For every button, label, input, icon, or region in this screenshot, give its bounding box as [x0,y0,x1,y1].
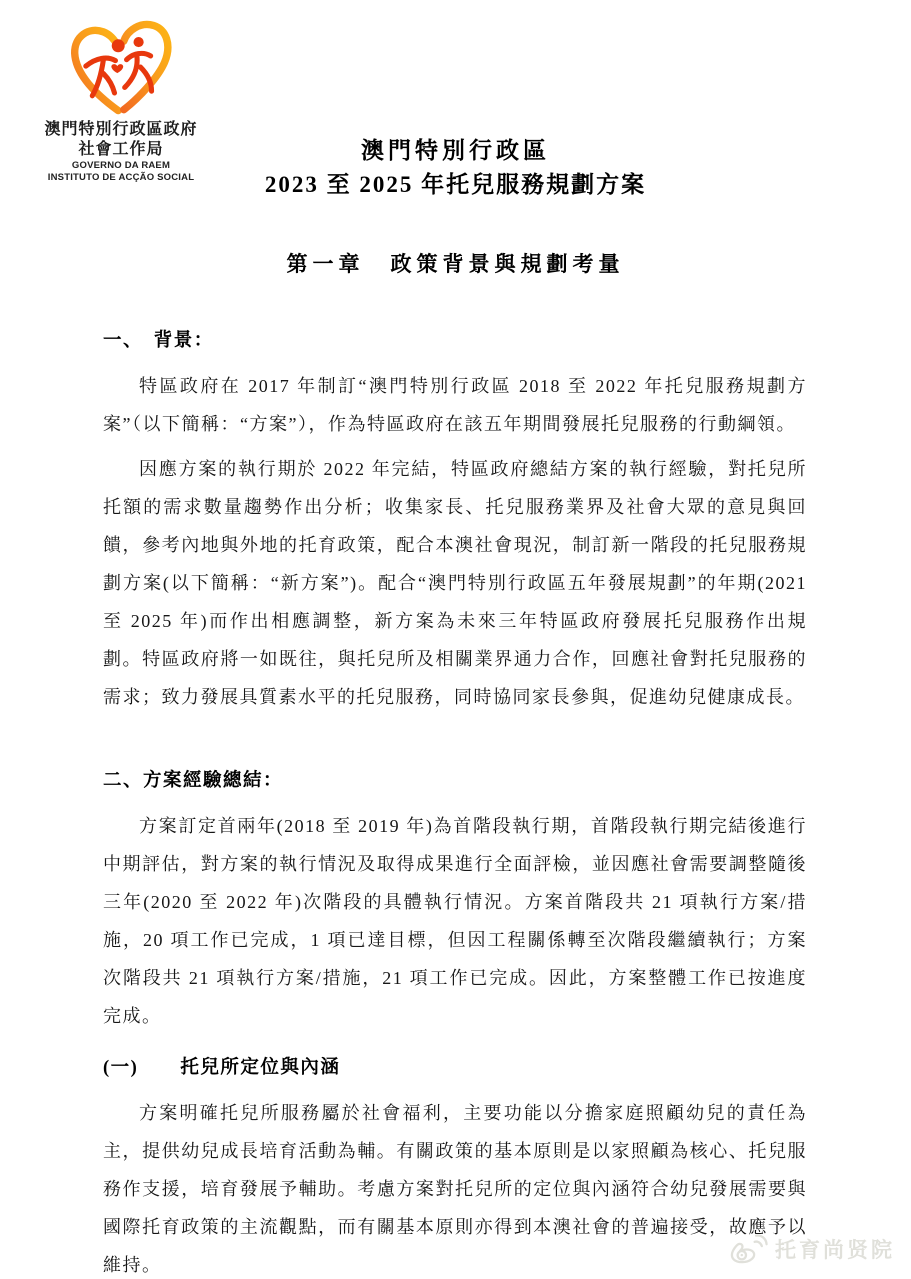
agency-name-zh-line1: 澳門特別行政區政府 [44,121,198,138]
subsection1-title: 托兒所定位與內涵 [180,1058,341,1078]
section2-paragraph-2: 方案明確托兒所服務屬於社會福利，主要功能以分擔家庭照顧幼兒的責任為主，提供幼兒成長培育活動為輔。有關政策的基本原則是以家照顧為核心、托兒服務作支援，培育發展予輔助。考慮方案對托兒所的定位與內涵符合幼兒發展需要與國際托育政策的主流觀點，而有關基本原則亦得到本澳社會的普遍接受，故應予以維持。 [103,1103,807,1275]
document-body [103,328,807,1279]
document-title-line2: 2023 至 2025 年托兒服務規劃方案 [264,172,647,197]
section2-heading: 二、方案經驗總結： [103,771,284,791]
section1-paragraph-1: 特區政府在 2017 年制訂“澳門特別行政區 2018 至 2022 年托兒服務規劃方案”（以下簡稱：“方案”），作為特區政府在該五年期間發展托兒服務的行動綱領。 [103,376,807,434]
heart-figures-logo-icon [65,18,177,118]
chapter-heading: 第一章 政策背景與規劃考量 [286,252,625,276]
watermark [728,1232,895,1265]
section1-paragraph-2: 因應方案的執行期於 2022 年完結，特區政府總結方案的執行經驗，對托兒所托額的需求數量趨勢作出分析；收集家長、托兒服務業界及社會大眾的意見與回饋，參考內地與外地的托育政策，配合本澳社會現況，制訂新一階段的托兒服務規劃方案(以下簡稱：“新方案”)。配合“澳門特別行政區五年發展規劃”的年期(2021 至 2025 年)而作出相應調整，新方案為未來三年特區政府發展托兒服務作出規劃。特區政府將一如既往，與托兒所及相關業界通力合作，回應社會對托兒服務的需求；致力發展具質素水平的托兒服務，同時協同家長參與，促進幼兒健康成長。 [103,459,807,707]
watermark-label: 托育尚贤院 [775,1238,895,1262]
document-title [0,136,911,200]
section2-paragraph-1: 方案訂定首兩年(2018 至 2019 年)為首階段執行期，首階段執行期完結後進行中期評估，對方案的執行情況及取得成果進行全面評檢，並因應社會需要調整隨後三年(2020 至 2022 年)次階段的具體執行情況。方案首階段共 21 項執行方案/措施，20 項工作已完成，1 項已達目標，但因工程關係轉至次階段繼續執行；方案次階段共 21 項執行方案/措施，21 項工作已完成。因此，方案整體工作已按進度完成。 [103,816,807,1026]
weibo-icon [728,1232,768,1265]
agency-name-zh-line2: 社會工作局 [78,141,164,158]
section1-heading: 一、 背景： [103,331,214,351]
document-title-line1: 澳門特別行政區 [361,138,550,163]
subsection1-number: (一) [103,1058,139,1078]
subsection1-heading [103,1055,807,1081]
agency-name-pt-line1: GOVERNO DA RAEM [71,160,171,171]
agency-name-pt-line2: INSTITUTO DE ACÇÃO SOCIAL [47,171,195,183]
